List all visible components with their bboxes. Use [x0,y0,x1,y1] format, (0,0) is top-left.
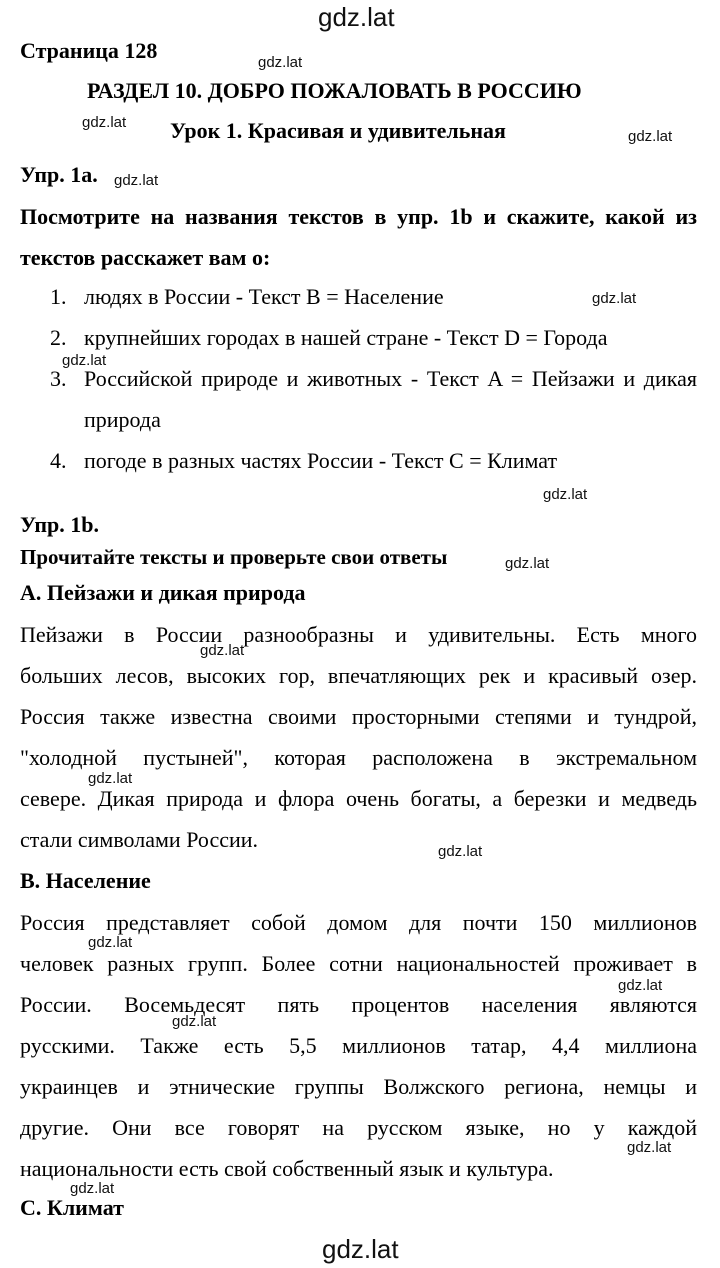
text-line: России. Восемьдесят пять процентов населения являются [20,992,697,1017]
item-number: 4. [50,448,67,473]
text-line: севере. Дикая природа и флора очень богаты, а березки и медведь [20,786,697,811]
text-line: "холодной пустыней", которая расположена в экстремальном [20,745,697,770]
watermark: gdz.lat [200,642,245,659]
watermark-bottom: gdz.lat [322,1234,399,1264]
watermark: gdz.lat [114,172,159,189]
item-number: 1. [50,284,67,309]
watermark: gdz.lat [88,770,133,787]
watermark: gdz.lat [592,290,637,307]
watermark: gdz.lat [172,1013,217,1030]
text-line: Россия представляет собой домом для почти 150 миллионов [20,910,697,935]
watermark: gdz.lat [627,1139,672,1156]
text-line: украинцев и этнические группы Волжского региона, немцы и [20,1074,697,1099]
text-line: национальности есть свой собственный язык и культура. [20,1156,554,1181]
text-line: человек разных групп. Более сотни национальностей проживает в [20,951,697,976]
list-item [20,317,697,358]
item-number: 2. [50,325,67,350]
watermark: gdz.lat [628,128,673,145]
list-item [20,276,697,317]
text-b-heading: B. Население [20,868,151,893]
watermark: gdz.lat [70,1180,115,1197]
item-text: погоде в разных частях России - Текст C = Климат [84,448,558,473]
item-text: Российской природе и животных - Текст A = Пейзажи и дикая природа [84,366,697,432]
item-text: крупнейших городах в нашей стране - Текст D = Города [84,325,608,350]
page-title: Страница 128 [20,38,158,63]
text-c-heading: C. Климат [20,1195,124,1220]
exercise-1a-label: Упр. 1a. [20,162,98,187]
section-title: РАЗДЕЛ 10. ДОБРО ПОЖАЛОВАТЬ В РОССИЮ [87,78,582,103]
exercise-1a-task: Посмотрите на названия текстов в упр. 1b и скажите, какой из текстов расскажет вам о: [20,204,697,270]
text-a-heading: A. Пейзажи и дикая природа [20,580,306,605]
watermark: gdz.lat [543,486,588,503]
lesson-title: Урок 1. Красивая и удивительная [170,118,506,143]
exercise-1b-label: Упр. 1b. [20,512,99,537]
watermark: gdz.lat [258,54,303,71]
text-line: больших лесов, высоких гор, впечатляющих рек и красивый озер. [20,663,697,688]
list-item [20,440,697,481]
list-item [20,358,697,440]
exercise-1b-task: Прочитайте тексты и проверьте свои ответы [20,545,448,569]
text-line: стали символами России. [20,827,259,852]
text-a-body [20,614,697,860]
watermark: gdz.lat [88,934,133,951]
text-line: Пейзажи в России разнообразны и удивительны. Есть много [20,622,697,647]
item-text: людях в России - Текст B = Население [84,284,444,309]
text-line: русскими. Также есть 5,5 миллионов татар, 4,4 миллиона [20,1033,697,1058]
watermark: gdz.lat [438,843,483,860]
watermark: gdz.lat [82,114,127,131]
watermark-top: gdz.lat [318,2,395,32]
item-number: 3. [50,366,67,391]
watermark: gdz.lat [505,555,550,572]
text-line: Россия также известна своими просторными степями и тундрой, [20,704,697,729]
watermark: gdz.lat [618,977,663,994]
answer-list [20,276,697,481]
text-b-body [20,902,697,1189]
text-line: другие. Они все говорят на русском языке, но у каждой [20,1115,697,1140]
watermark: gdz.lat [62,352,107,369]
